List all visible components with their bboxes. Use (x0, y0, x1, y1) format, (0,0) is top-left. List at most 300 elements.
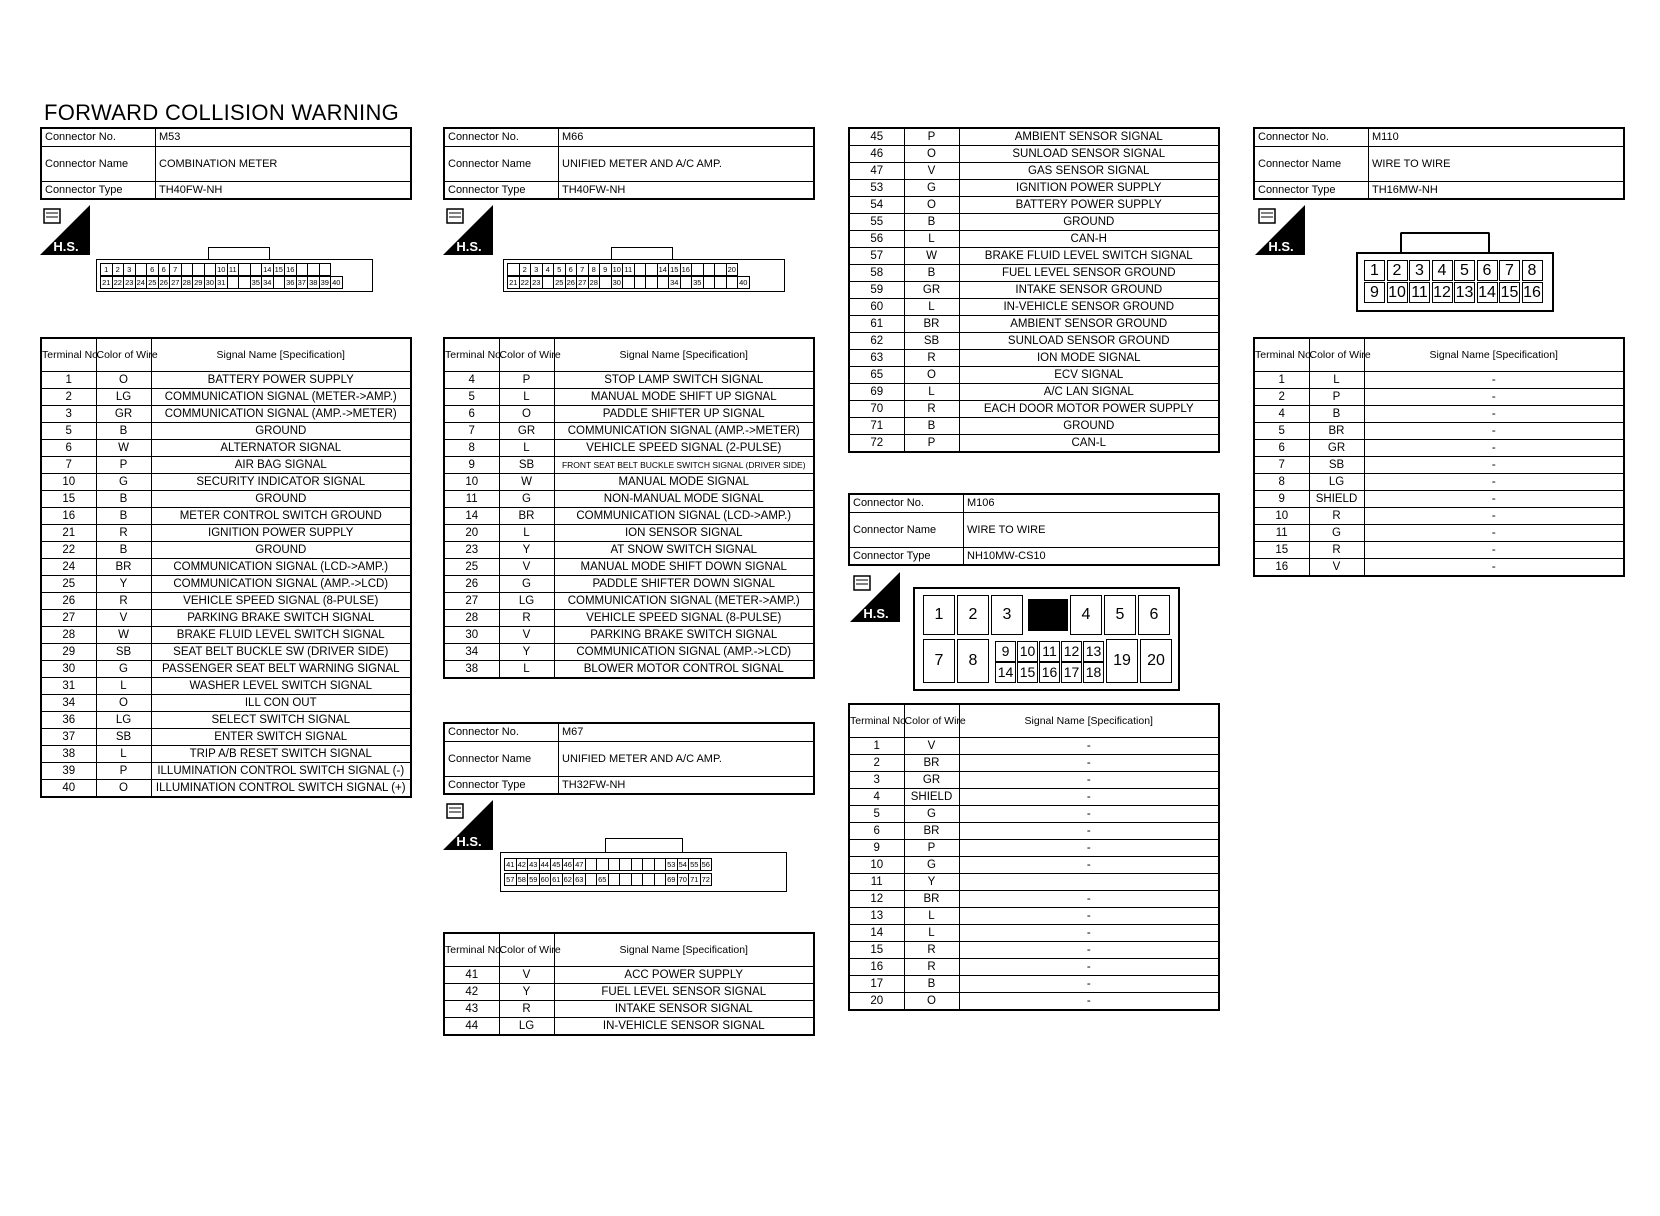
connector-m66-header (443, 127, 815, 200)
hs-label: H.S. (456, 239, 482, 254)
terminal-cell: 13 (1083, 641, 1104, 662)
table-row (849, 265, 1219, 282)
terminal-no-cell: 44 (444, 1018, 499, 1036)
signal-name-cell: ILLUMINATION CONTROL SWITCH SIGNAL (-) (151, 763, 411, 780)
terminal-no-cell: 8 (444, 440, 499, 457)
signal-name-cell: - (1364, 559, 1624, 577)
table-row (849, 146, 1219, 163)
signal-name-cell: COMMUNICATION SIGNAL (LCD->AMP.) (151, 559, 411, 576)
terminal-no-cell: 26 (41, 593, 96, 610)
terminal-cell: 2 (112, 263, 125, 276)
connector-m53-section (40, 127, 412, 200)
wire-color-cell: GR (904, 772, 959, 789)
terminal-no-cell: 71 (849, 418, 904, 435)
terminal-no-cell: 37 (41, 729, 96, 746)
terminal-cell: 71 (688, 873, 701, 886)
wire-color-cell: P (96, 457, 151, 474)
table-row (444, 644, 814, 661)
terminal-no-cell: 1 (1254, 372, 1309, 389)
terminal-no-cell: 4 (444, 372, 499, 389)
signal-name-cell: MANUAL MODE SHIFT UP SIGNAL (554, 389, 814, 406)
table-row (849, 401, 1219, 418)
table-row (849, 806, 1219, 823)
terminal-cell: 22 (112, 276, 125, 289)
terminal-cell: 29 (192, 276, 205, 289)
terminal-cell: 61 (550, 873, 563, 886)
terminal-no-cell: 29 (41, 644, 96, 661)
signal-name-cell: - (959, 976, 1219, 993)
terminal-no-cell: 40 (41, 780, 96, 798)
terminal-no-cell: 15 (41, 491, 96, 508)
table-row (41, 389, 411, 406)
terminal-cell: 17 (1061, 662, 1082, 683)
wire-color-cell: O (904, 367, 959, 384)
table-row (41, 780, 411, 798)
table-row (444, 576, 814, 593)
terminal-cell: 14 (261, 263, 274, 276)
wire-color-cell: GR (904, 282, 959, 299)
terminal-cell: 8 (1522, 260, 1543, 281)
table-row (444, 1018, 814, 1036)
terminal-cell: 11 (227, 263, 240, 276)
wire-color-cell: R (499, 610, 554, 627)
terminal-no-cell: 25 (444, 559, 499, 576)
wire-color-cell: G (904, 180, 959, 197)
signal-name-cell: TRIP A/B RESET SWITCH SIGNAL (151, 746, 411, 763)
terminal-no-cell: 45 (849, 128, 904, 146)
terminal-cell: 9 (995, 641, 1016, 662)
wire-color-cell: LG (96, 712, 151, 729)
terminal-cell: 37 (296, 276, 309, 289)
wire-color-cell: W (499, 474, 554, 491)
connector-m106-section (848, 493, 1220, 566)
signal-name-cell: MANUAL MODE SIGNAL (554, 474, 814, 491)
wire-color-cell: L (904, 925, 959, 942)
signal-name-cell: FUEL LEVEL SENSOR SIGNAL (554, 984, 814, 1001)
connector-m67-header (443, 722, 815, 795)
terminal-no-cell: 21 (41, 525, 96, 542)
wire-color-cell: W (904, 248, 959, 265)
table-row (849, 350, 1219, 367)
terminal-cell: 62 (562, 873, 575, 886)
terminal-cell: 30 (204, 276, 217, 289)
terminal-no-cell: 42 (444, 984, 499, 1001)
terminal-no-cell: 38 (444, 661, 499, 679)
connector-no-value: M53 (156, 128, 412, 147)
connector-m67-section (443, 722, 815, 795)
connector-no-label: Connector No. (444, 128, 559, 147)
terminal-cell: 12 (1061, 641, 1082, 662)
terminal-no-cell: 4 (1254, 406, 1309, 423)
table-row (444, 491, 814, 508)
wire-color-cell: Y (499, 644, 554, 661)
terminal-cell: 43 (527, 858, 540, 871)
harness-side-icon (850, 572, 900, 622)
terminal-cell: 41 (504, 858, 517, 871)
wire-color-cell: BR (904, 755, 959, 772)
wire-color-cell: L (96, 678, 151, 695)
signal-name-cell: ACC POWER SUPPLY (554, 967, 814, 984)
wire-color-cell: L (499, 525, 554, 542)
wire-color-cell: R (904, 942, 959, 959)
connector-m66-face (503, 259, 785, 292)
signal-name-cell: - (959, 993, 1219, 1011)
signal-name-cell: GROUND (151, 423, 411, 440)
terminal-no-cell: 3 (849, 772, 904, 789)
terminal-cell: 6 (146, 263, 159, 276)
signal-name-cell: ENTER SWITCH SIGNAL (151, 729, 411, 746)
terminal-no-cell: 72 (849, 435, 904, 453)
terminal-no-cell: 27 (41, 610, 96, 627)
terminal-no-cell: 54 (849, 197, 904, 214)
connector-no-value: M106 (964, 494, 1220, 513)
terminal-no-cell: 16 (849, 959, 904, 976)
wire-color-cell: SB (499, 457, 554, 474)
signal-name-cell: VEHICLE SPEED SIGNAL (2-PULSE) (554, 440, 814, 457)
table-row (1254, 542, 1624, 559)
signal-name-cell: VEHICLE SPEED SIGNAL (8-PULSE) (554, 610, 814, 627)
signal-name-cell: - (1364, 372, 1624, 389)
wire-color-cell: R (904, 401, 959, 418)
wire-color-cell: BR (96, 559, 151, 576)
wire-color-cell: R (904, 350, 959, 367)
signal-name-cell: IGNITION POWER SUPPLY (151, 525, 411, 542)
connector-name-label: Connector Name (41, 147, 156, 182)
terminal-no-cell: 9 (444, 457, 499, 474)
table-row (849, 180, 1219, 197)
terminal-cell: 5 (1454, 260, 1475, 281)
color-of-wire-header: Color of Wire (904, 704, 959, 738)
signal-name-cell: ION MODE SIGNAL (959, 350, 1219, 367)
terminal-no-cell: 17 (849, 976, 904, 993)
wire-color-cell: BR (1309, 423, 1364, 440)
terminal-cell: 23 (123, 276, 136, 289)
terminal-no-cell: 47 (849, 163, 904, 180)
terminal-no-cell: 27 (444, 593, 499, 610)
table-row (1254, 457, 1624, 474)
connector-type-label: Connector Type (444, 182, 559, 200)
wire-color-cell: R (96, 593, 151, 610)
table-row (41, 406, 411, 423)
connector-m67-face (500, 852, 787, 892)
terminal-cell: 30 (611, 276, 624, 289)
terminal-cell: 10 (611, 263, 624, 276)
table-row (41, 559, 411, 576)
terminal-no-cell: 16 (41, 508, 96, 525)
terminal-cell: 23 (530, 276, 543, 289)
signal-name-cell: - (1364, 542, 1624, 559)
terminal-cell: 11 (622, 263, 635, 276)
terminal-cell: 28 (588, 276, 601, 289)
terminal-no-cell: 2 (849, 755, 904, 772)
signal-name-cell: SECURITY INDICATOR SIGNAL (151, 474, 411, 491)
terminal-cell: 1 (100, 263, 113, 276)
terminal-cell: 7 (923, 639, 955, 683)
terminal-cell: 5 (1104, 595, 1136, 635)
table-row (849, 197, 1219, 214)
terminal-no-cell: 1 (41, 372, 96, 389)
table-row (41, 372, 411, 389)
terminal-no-cell: 58 (849, 265, 904, 282)
table-row (41, 474, 411, 491)
terminal-cell: 14 (657, 263, 670, 276)
connector-no-value: M67 (559, 723, 815, 742)
terminal-no-cell: 2 (1254, 389, 1309, 406)
table-row (41, 491, 411, 508)
terminal-cell: 26 (158, 276, 171, 289)
connector-type-label: Connector Type (1254, 182, 1369, 200)
wire-color-cell: P (904, 435, 959, 453)
wire-color-cell: SHIELD (904, 789, 959, 806)
signal-name-cell: - (959, 908, 1219, 925)
terminal-no-cell: 6 (849, 823, 904, 840)
terminal-cell: 47 (573, 858, 586, 871)
connector-no-label: Connector No. (41, 128, 156, 147)
signal-name-cell: - (1364, 440, 1624, 457)
terminal-cell: 58 (516, 873, 529, 886)
terminal-cell: 42 (516, 858, 529, 871)
terminal-table-m106 (848, 703, 1220, 1011)
connector-no-label: Connector No. (849, 494, 964, 513)
terminal-no-cell: 4 (849, 789, 904, 806)
wire-color-cell: R (1309, 542, 1364, 559)
signal-name-cell: NON-MANUAL MODE SIGNAL (554, 491, 814, 508)
connector-m110-section (1253, 127, 1625, 200)
wire-color-cell: SB (904, 333, 959, 350)
signal-name-cell: - (959, 925, 1219, 942)
table-row (41, 746, 411, 763)
table-row (849, 942, 1219, 959)
signal-name-cell: COMMUNICATION SIGNAL (AMP.->LCD) (151, 576, 411, 593)
signal-name-cell: A/C LAN SIGNAL (959, 384, 1219, 401)
signal-name-cell: COMMUNICATION SIGNAL (LCD->AMP.) (554, 508, 814, 525)
terminal-no-cell: 10 (849, 857, 904, 874)
terminal-cell: 60 (539, 873, 552, 886)
terminal-cell: 7 (169, 263, 182, 276)
terminal-no-cell: 8 (1254, 474, 1309, 491)
terminal-cell: 11 (1039, 641, 1060, 662)
wire-color-cell: P (1309, 389, 1364, 406)
wire-color-cell: P (499, 372, 554, 389)
terminal-cell: 11 (1409, 282, 1430, 303)
wire-color-cell: LG (96, 389, 151, 406)
wire-color-cell: L (499, 661, 554, 679)
signal-name-cell: PARKING BRAKE SWITCH SIGNAL (151, 610, 411, 627)
table-row (444, 508, 814, 525)
terminal-no-cell: 34 (41, 695, 96, 712)
terminal-cell: 57 (504, 873, 517, 886)
terminal-cell: 3 (530, 263, 543, 276)
terminal-cell: 13 (1455, 284, 1474, 301)
signal-name-cell: - (959, 959, 1219, 976)
wire-color-cell: BR (904, 316, 959, 333)
wire-color-cell: R (96, 525, 151, 542)
wire-color-cell: O (499, 406, 554, 423)
terminal-no-cell: 14 (444, 508, 499, 525)
terminal-no-cell: 39 (41, 763, 96, 780)
table-row (849, 435, 1219, 453)
terminal-cell: 1 (923, 595, 955, 635)
table-row (849, 333, 1219, 350)
connector-m66-section (443, 127, 815, 200)
connector-m110-header (1253, 127, 1625, 200)
signal-name-cell: - (959, 840, 1219, 857)
terminal-cell: 15 (668, 263, 681, 276)
table-row (849, 789, 1219, 806)
harness-side-icon (443, 205, 493, 255)
wire-color-cell: O (96, 372, 151, 389)
wire-color-cell: V (1309, 559, 1364, 577)
terminal-no-cell: 65 (849, 367, 904, 384)
wire-color-cell: V (904, 163, 959, 180)
terminal-cell: 15 (1017, 662, 1038, 683)
signal-name-cell: - (959, 857, 1219, 874)
table-row (41, 610, 411, 627)
table-row (41, 576, 411, 593)
wire-color-cell: P (904, 128, 959, 146)
terminal-table-m67 (443, 932, 815, 1036)
terminal-no-cell: 43 (444, 1001, 499, 1018)
table-row (41, 644, 411, 661)
table-row (41, 695, 411, 712)
table-row (849, 772, 1219, 789)
signal-name-cell: COMMUNICATION SIGNAL (AMP.->METER) (554, 423, 814, 440)
terminal-cell: 18 (1083, 662, 1104, 683)
wire-color-cell: G (904, 857, 959, 874)
connector-no-label: Connector No. (1254, 128, 1369, 147)
terminal-cell: 25 (553, 276, 566, 289)
terminal-cell: 22 (519, 276, 532, 289)
terminal-no-cell: 53 (849, 180, 904, 197)
terminal-cell: 39 (319, 276, 332, 289)
terminal-cell: 14 (1478, 284, 1496, 301)
terminal-cell: 16 (1039, 662, 1060, 683)
wire-color-cell: SB (1309, 457, 1364, 474)
terminal-cell: 10 (1017, 641, 1038, 662)
terminal-no-cell: 5 (444, 389, 499, 406)
terminal-no-cell: 25 (41, 576, 96, 593)
terminal-table-m67-continued (848, 127, 1220, 453)
table-row (444, 967, 814, 984)
wire-color-cell: B (96, 542, 151, 559)
wire-color-cell: BR (904, 823, 959, 840)
signal-name-header: Signal Name [Specification] (554, 338, 814, 372)
hs-label: H.S. (456, 834, 482, 849)
signal-name-cell: - (959, 789, 1219, 806)
terminal-no-cell: 55 (849, 214, 904, 231)
terminal-no-cell: 41 (444, 967, 499, 984)
terminal-cell: 56 (700, 858, 713, 871)
table-row (1254, 389, 1624, 406)
terminal-no-cell: 13 (849, 908, 904, 925)
terminal-cell: 2 (1387, 260, 1408, 281)
terminal-no-cell: 10 (41, 474, 96, 491)
terminal-cell: 3 (991, 595, 1023, 635)
signal-name-cell: PADDLE SHIFTER UP SIGNAL (554, 406, 814, 423)
connector-type-value: NH10MW-CS10 (964, 548, 1220, 566)
wire-color-cell: BR (499, 508, 554, 525)
wire-color-cell: Y (96, 576, 151, 593)
terminal-no-cell: 30 (41, 661, 96, 678)
terminal-no-cell: 10 (1254, 508, 1309, 525)
signal-name-cell: STOP LAMP SWITCH SIGNAL (554, 372, 814, 389)
signal-name-cell: BRAKE FLUID LEVEL SWITCH SIGNAL (151, 627, 411, 644)
terminal-no-cell: 5 (849, 806, 904, 823)
terminal-no-cell: 26 (444, 576, 499, 593)
connector-name-value: COMBINATION METER (156, 147, 412, 182)
terminal-cell: 21 (100, 276, 113, 289)
signal-name-cell: - (959, 942, 1219, 959)
signal-name-cell: METER CONTROL SWITCH GROUND (151, 508, 411, 525)
terminal-cell: 63 (573, 873, 586, 886)
signal-name-cell: - (1364, 389, 1624, 406)
signal-name-cell: IN-VEHICLE SENSOR GROUND (959, 299, 1219, 316)
table-row (849, 282, 1219, 299)
table-row (41, 457, 411, 474)
wire-color-cell: V (96, 610, 151, 627)
terminal-cell: 46 (562, 858, 575, 871)
terminal-cell: 44 (539, 858, 552, 871)
hs-label: H.S. (1268, 239, 1294, 254)
harness-side-icon (443, 800, 493, 850)
table-row (849, 418, 1219, 435)
wire-color-cell: BR (904, 891, 959, 908)
wire-color-cell: Y (499, 984, 554, 1001)
signal-name-cell: GROUND (151, 542, 411, 559)
terminal-no-cell: 5 (1254, 423, 1309, 440)
connector-m106-header (848, 493, 1220, 566)
terminal-no-cell: 59 (849, 282, 904, 299)
table-row (849, 857, 1219, 874)
terminal-cell: 54 (677, 858, 690, 871)
terminal-no-cell: 70 (849, 401, 904, 418)
terminal-no-cell: 9 (849, 840, 904, 857)
table-row (849, 384, 1219, 401)
terminal-cell: 8 (588, 263, 601, 276)
wire-color-cell: L (904, 384, 959, 401)
signal-name-cell: - (959, 755, 1219, 772)
signal-name-cell: IGNITION POWER SUPPLY (959, 180, 1219, 197)
terminal-cell: 9 (599, 263, 612, 276)
table-row (444, 457, 814, 474)
signal-name-cell: INTAKE SENSOR GROUND (959, 282, 1219, 299)
table-row (41, 712, 411, 729)
signal-name-cell: VEHICLE SPEED SIGNAL (8-PULSE) (151, 593, 411, 610)
table-row (444, 593, 814, 610)
signal-name-cell: BATTERY POWER SUPPLY (151, 372, 411, 389)
terminal-cell: 70 (677, 873, 690, 886)
terminal-cell: 27 (169, 276, 182, 289)
terminal-no-cell: 61 (849, 316, 904, 333)
terminal-no-cell: 11 (849, 874, 904, 891)
signal-name-header: Signal Name [Specification] (151, 338, 411, 372)
terminal-cell: 55 (688, 858, 701, 871)
signal-name-cell: SEAT BELT BUCKLE SW (DRIVER SIDE) (151, 644, 411, 661)
signal-name-cell: BRAKE FLUID LEVEL SWITCH SIGNAL (959, 248, 1219, 265)
terminal-no-cell: 20 (849, 993, 904, 1011)
signal-name-cell: AIR BAG SIGNAL (151, 457, 411, 474)
signal-name-cell: ALTERNATOR SIGNAL (151, 440, 411, 457)
wire-color-cell: SHIELD (1309, 491, 1364, 508)
terminal-cell: 3 (123, 263, 136, 276)
terminal-cell: 2 (957, 595, 989, 635)
wire-color-cell: GR (1309, 440, 1364, 457)
terminal-no-header: Terminal No. (849, 704, 904, 738)
wire-color-cell: G (96, 661, 151, 678)
terminal-no-cell: 3 (41, 406, 96, 423)
terminal-cell: 12 (1433, 284, 1451, 301)
connector-type-value: TH40FW-NH (156, 182, 412, 200)
